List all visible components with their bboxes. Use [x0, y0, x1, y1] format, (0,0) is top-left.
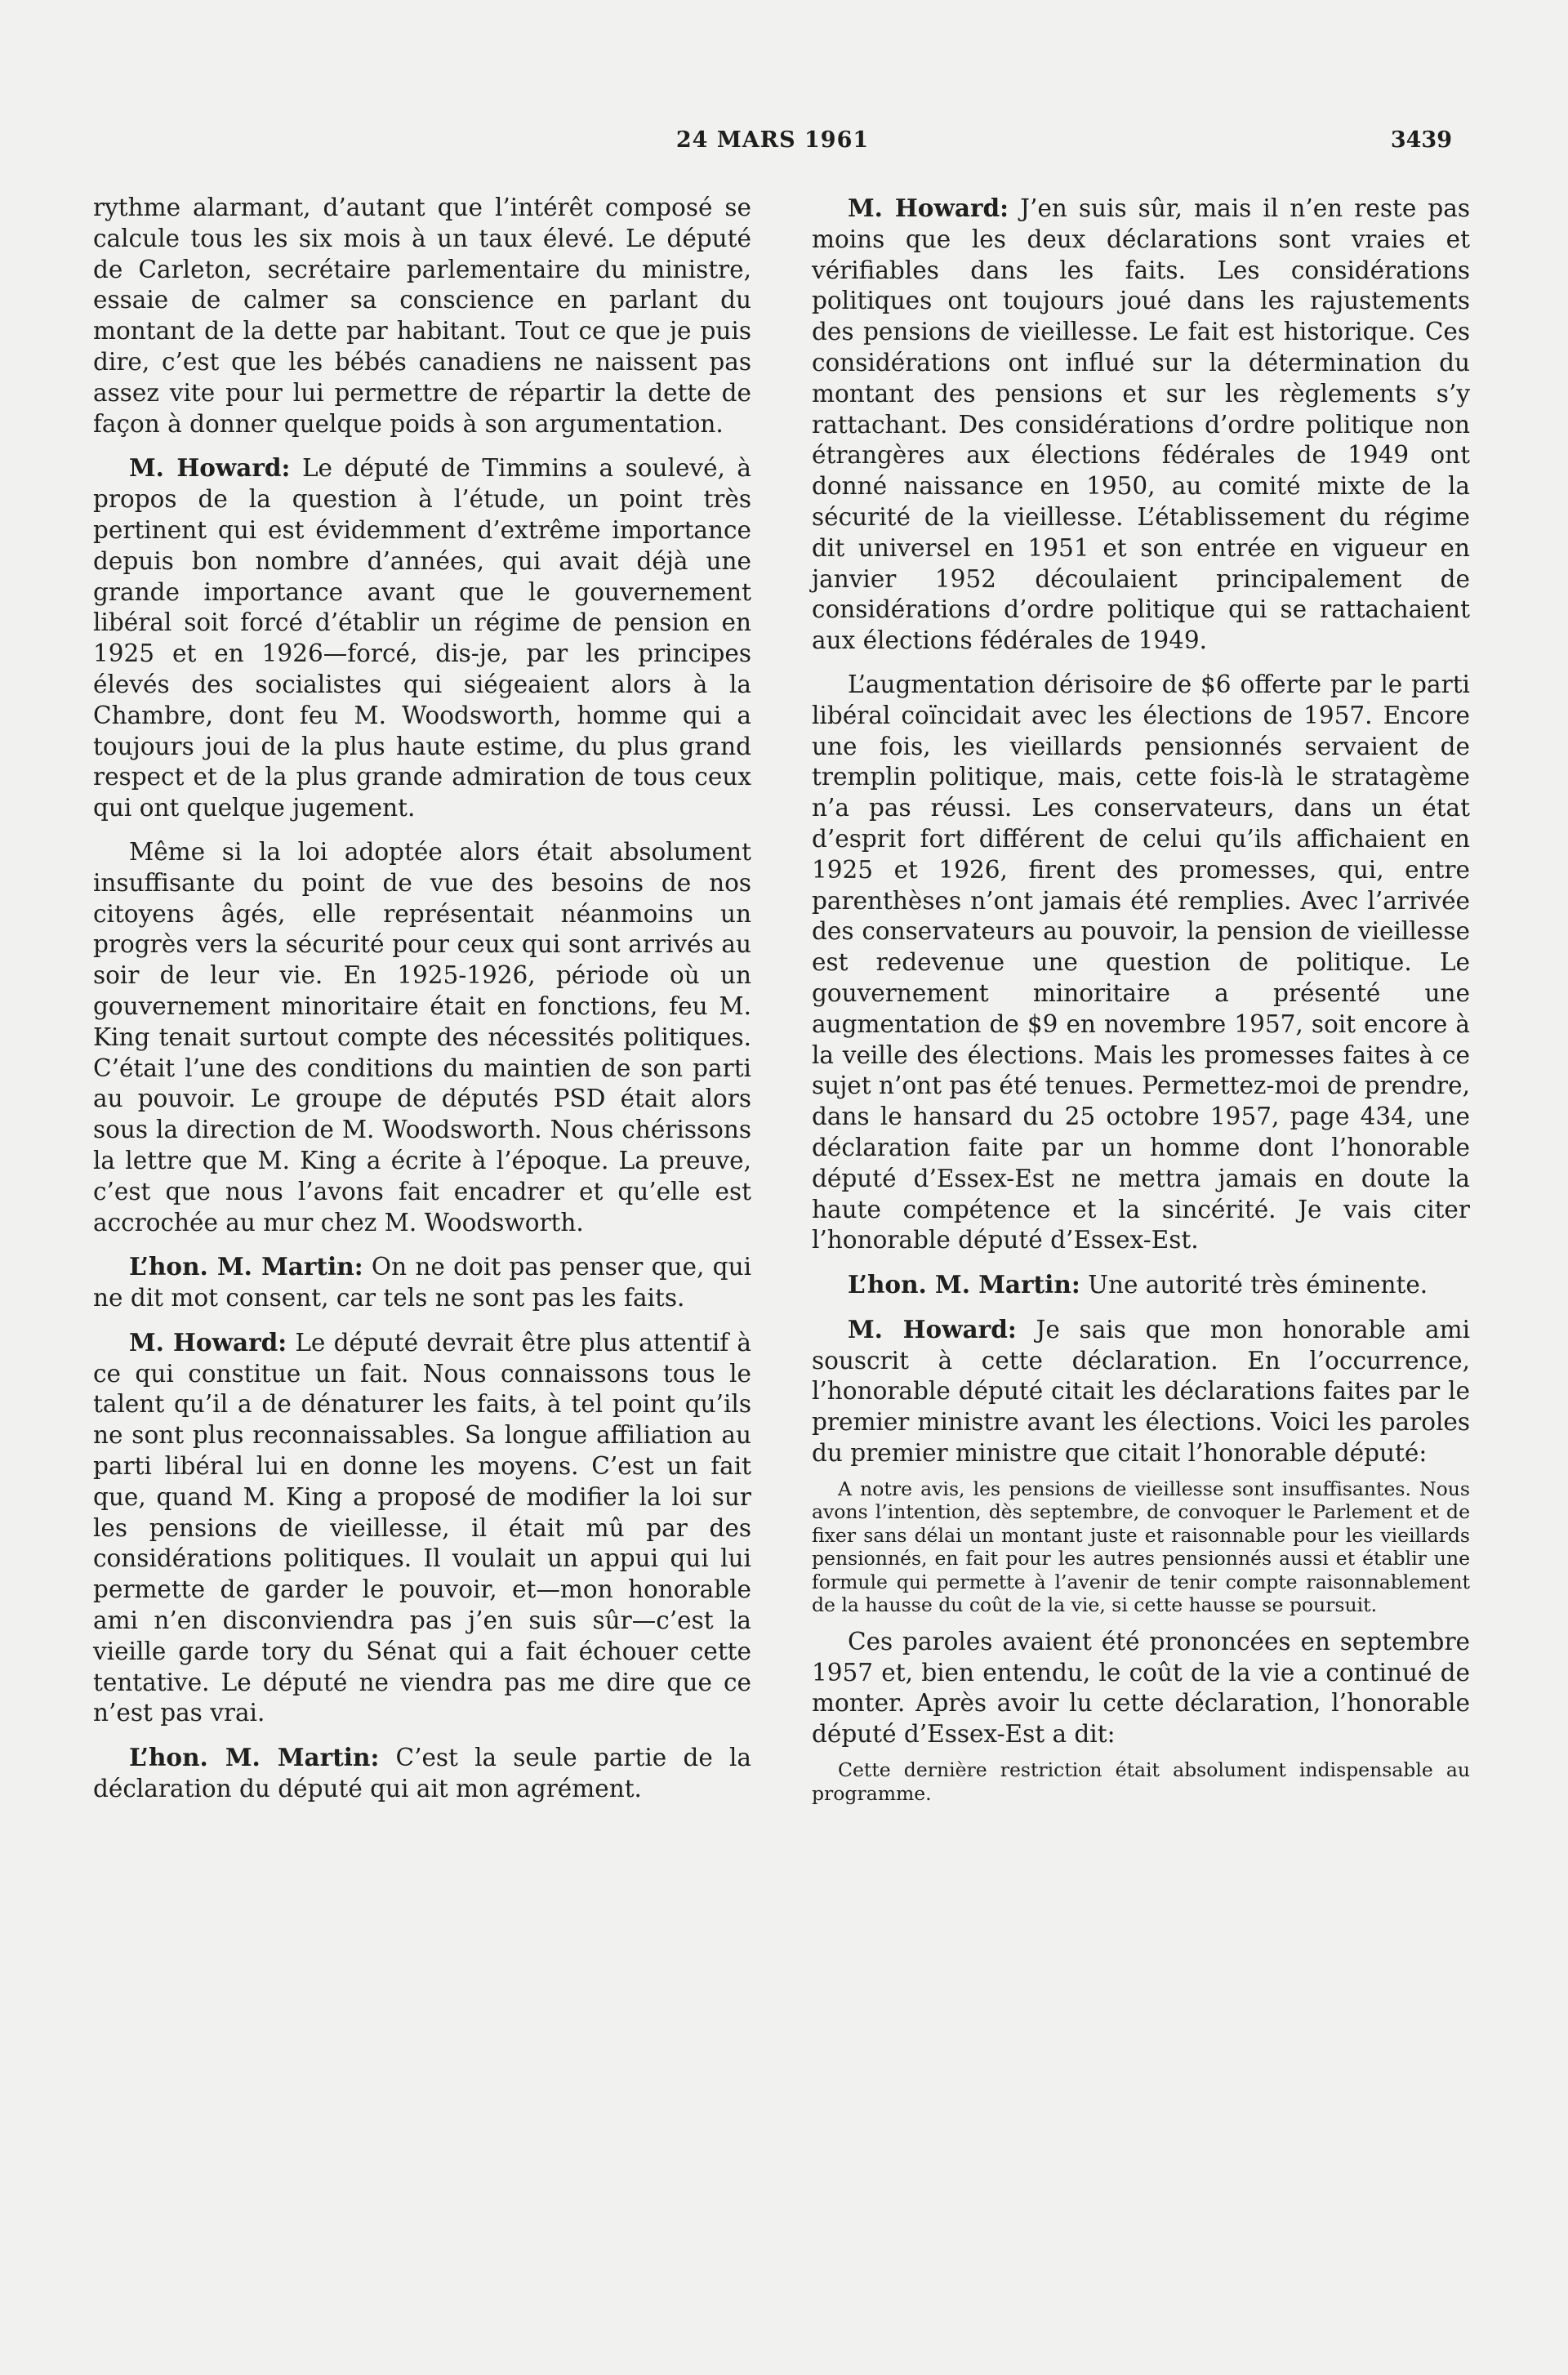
speech-paragraph	[812, 193, 1470, 657]
speech-text: On ne doit pas penser que, qui ne dit mot consent, car tels ne sont pas les faits.	[93, 1253, 751, 1312]
speech-text: Le député devrait être plus attentif à ce qui constitue un fait. Nous connaissons tous le talent qu’il a de dénaturer les faits, à tel point qu’ils ne sont plus reconnaissables. Sa longue affiliation au parti libéral lui en donne les moyens. C’est un fait que, quand M. King a proposé de modifier la loi sur les pensions de vieillesse, il était mû par des considérations politiques. Il voulait un appui qui lui permette de garder le pouvoir, et—mon honorable ami n’en disconviendra pas j’en suis sûr—c’est la vieille garde tory du Sénat qui a fait échouer cette tentative. Le député ne viendra pas me dire que ce n’est pas vrai.	[93, 1328, 752, 1727]
header-date: 24 MARS 1961	[675, 127, 870, 153]
speaker-name: M. Howard:	[848, 194, 1009, 222]
right-column	[812, 193, 1470, 1805]
speech-paragraph	[93, 1251, 751, 1314]
speech-text: Une autorité très éminente.	[1080, 1271, 1428, 1299]
speech-text: J’en suis sûr, mais il n’en reste pas moins que les deux déclarations sont vraies et vérifiables dans les faits. Les considérations politiques ont toujours joué dans les rajustements des pensions de vieillesse. Le fait est historique. Ces considérations ont influé sur la détermination du montant des pensions et sur les règlements s’y rattachant. Des considérations d’ordre politique non étrangères aux élections fédérales de 1949 ont donné naissance en 1950, au comité mixte de la sécurité de la vieillesse. L’établissement du régime dit universel en 1951 et son entrée en vigueur en janvier 1952 découlaient principalement de considérations d’ordre politique qui se rattachaient aux élections fédérales de 1949.	[812, 194, 1470, 655]
speaker-name: M. Howard:	[129, 453, 291, 483]
block-quote: Cette dernière restriction était absolument indispensable au programme.	[812, 1758, 1470, 1805]
speech-text: Je sais que mon honorable ami souscrit à cette déclaration. En l’occurrence, l’honorable député citait les déclarations faites par le premier ministre avant les élections. Voici les paroles du premier ministre que citait l’honorable député:	[812, 1315, 1471, 1468]
paragraph: rythme alarmant, d’autant que l’intérêt composé se calcule tous les six mois à un taux élevé. Le député de Carleton, secrétaire parlementaire du ministre, essaie de calmer sa conscience en parlant du montant de la dette par habitant. Tout ce que je puis dire, c’est que les bébés canadiens ne naissent pas assez vite pour lui permettre de répartir la dette de façon à donner quelque poids à son argumentation.	[93, 194, 751, 438]
speaker-name: M. Howard:	[129, 1327, 287, 1357]
speech-text: Le député de Timmins a soulevé, à propos de la question à l’étude, un point très pertinent qui est évidemment d’extrême importance depuis bon nombre d’années, qui avait déjà une grande importance avant que le gouvernement libéral soit forcé d’établir un régime de pension en 1925 et en 1926—forcé, dis-je, par les principes élevés des socialistes qui siégeaient alors à la Chambre, dont feu M. Woodsworth, homme qui a toujours joui de la plus haute estime, du plus grand respect et de la plus grande admiration de tous ceux qui ont quelque jugement.	[93, 454, 752, 822]
page-header	[93, 127, 1452, 160]
speaker-name: L’hon. M. Martin:	[129, 1743, 380, 1772]
speaker-name: L’hon. M. Martin:	[129, 1252, 363, 1281]
block-quote: A notre avis, les pensions de vieillesse sont insuffisantes. Nous avons l’intention, dès septembre, de convoquer le Parlement et de fixer sans délai un montant juste et raisonnable pour les vieillards pensionnés, en fait pour les autres pensionnés aussi et établir une formule qui permette à l’avenir de tenir compte raisonnablement de la hausse du coût de la vie, si cette hausse se poursuit.	[812, 1477, 1470, 1617]
speech-paragraph	[812, 1314, 1470, 1469]
paragraph: L’augmentation dérisoire de $6 offerte par le parti libéral coïncidait avec les élections de 1957. Encore une fois, les vieillards pensionnés servaient de tremplin politique, mais, cette fois-là le stratagème n’a pas réussi. Les conservateurs, dans un état d’esprit fort différent de celui qu’ils affichaient en 1925 et 1926, firent des promesses, qui, entre parenthèses n’ont jamais été remplies. Avec l’arrivée des conservateurs au pouvoir, la pension de vieillesse est redevenue une question de politique. Le gouvernement minoritaire a présenté une augmentation de $9 en novembre 1957, soit encore à la veille des élections. Mais les promesses faites à ce sujet n’ont pas été tenues. Permettez-moi de prendre, dans le hansard du 25 octobre 1957, page 434, une déclaration faite par un homme dont l’honorable député d’Essex-Est ne mettra jamais en doute la haute compétence et la sincérité. Je vais citer l’honorable député d’Essex-Est.	[812, 670, 1470, 1254]
speaker-name: L’hon. M. Martin:	[848, 1270, 1080, 1299]
speaker-name: M. Howard:	[848, 1314, 1017, 1343]
speech-paragraph	[93, 1327, 751, 1729]
speech-text: C’est la seule partie de la déclaration du député qui ait mon agrément.	[93, 1744, 751, 1803]
left-column	[93, 193, 751, 1805]
speech-paragraph	[93, 1742, 751, 1805]
speech-paragraph	[812, 1269, 1470, 1301]
page-number: 3439	[1390, 127, 1452, 153]
paragraph: Même si la loi adoptée alors était absolument insuffisante du point de vue des besoins de nos citoyens âgés, elle représentait néanmoins un progrès vers la sécurité pour ceux qui sont arrivés au soir de leur vie. En 1925-1926, période où un gouvernement minoritaire était en fonctions, feu M. King tenait surtout compte des nécessités politiques. C’était l’une des conditions du maintien de son parti au pouvoir. Le groupe de députés PSD était alors sous la direction de M. Woodsworth. Nous chérissons la lettre que M. King a écrite à l’époque. La preuve, c’est que nous l’avons fait encadrer et qu’elle est accrochée au mur chez M. Woodsworth.	[93, 837, 751, 1237]
speech-paragraph	[93, 452, 751, 824]
paragraph: Ces paroles avaient été prononcées en septembre 1957 et, bien entendu, le coût de la vie a continué de monter. Après avoir lu cette déclaration, l’honorable député d’Essex-Est a dit:	[812, 1627, 1470, 1749]
